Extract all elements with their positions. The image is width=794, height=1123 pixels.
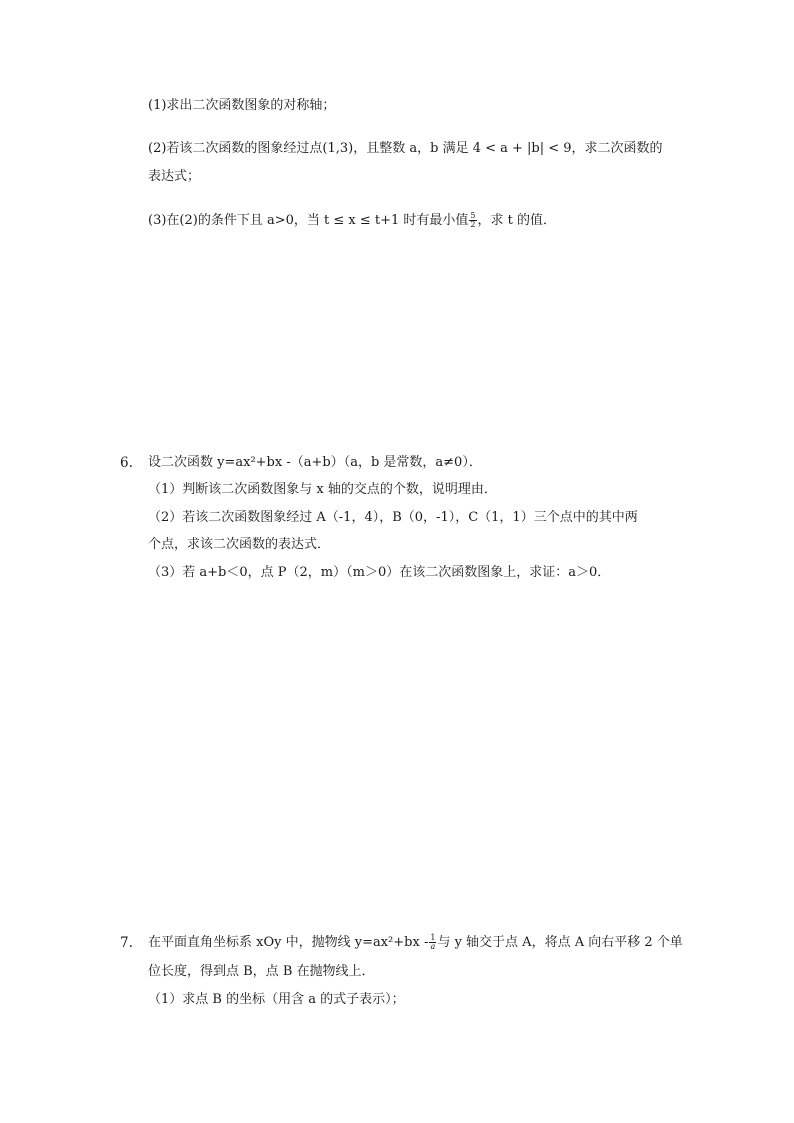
fraction-denominator: 2 bbox=[470, 220, 476, 229]
q5-part3-text-end: ，求 t 的值． bbox=[477, 213, 556, 228]
fraction-denominator: a bbox=[430, 942, 436, 951]
q6-part2-line1: （2）若该二次函数图象经过 A（-1，4），B（0，-1），C（1，1）三个点中的其中两 bbox=[148, 510, 638, 525]
q5-part3 bbox=[148, 212, 556, 229]
q7-part1: （1）求点 B 的坐标（用含 a 的式子表示）； bbox=[148, 992, 405, 1007]
q5-part1: (1)求出二次函数图象的对称轴； bbox=[148, 98, 336, 113]
q5-part3-fraction bbox=[469, 212, 476, 229]
q6-number: 6. bbox=[120, 455, 133, 471]
q7-number: 7. bbox=[120, 935, 133, 951]
fraction-numerator: 1 bbox=[430, 933, 436, 942]
q7-stem-text-end: 与 y 轴交于点 A，将点 A 向右平移 2 个单 bbox=[437, 935, 683, 950]
q5-part3-text: (3)在(2)的条件下且 a>0，当 t ≤ x ≤ t+1 时有最小值 bbox=[148, 213, 469, 228]
fraction-numerator: 5 bbox=[470, 211, 476, 220]
q6-stem: 设二次函数 y=ax²+bx -（a+b）（a，b 是常数，a≠0）． bbox=[148, 455, 482, 470]
q7-stem-text: 在平面直角坐标系 xOy 中，抛物线 y=ax²+bx - bbox=[148, 935, 429, 950]
q7-stem-fraction bbox=[429, 934, 436, 951]
q6-part3: （3）若 a+b＜0，点 P（2，m）（m＞0）在该二次函数图象上，求证：a＞0． bbox=[148, 565, 611, 580]
q5-part2-line2: 表达式； bbox=[148, 169, 201, 184]
q5-part2-line1: (2)若该二次函数的图象经过点(1,3)，且整数 a，b 满足 4 < a + |b| < 9，求二次函数的 bbox=[148, 141, 663, 156]
q7-stem-line1 bbox=[148, 934, 683, 951]
q7-stem-line2: 位长度，得到点 B，点 B 在抛物线上． bbox=[148, 964, 375, 979]
q6-part2-line2: 个点，求该二次函数的表达式． bbox=[148, 537, 331, 552]
q6-part1: （1）判断该二次函数图象与 x 轴的交点的个数，说明理由． bbox=[148, 482, 497, 497]
